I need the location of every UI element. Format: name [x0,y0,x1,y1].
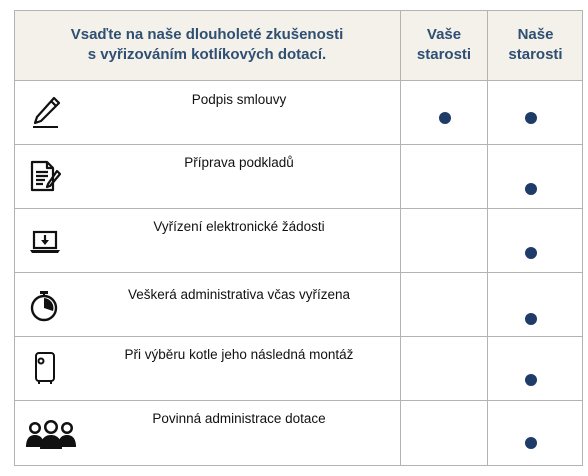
header-your-concerns [401,10,487,80]
our-concern-dot [525,247,537,259]
header-title [14,10,400,80]
our-concern-dot [525,313,537,325]
header-title-line2: s vyřizováním kotlíkových dotací. [87,46,327,63]
grid-line [14,10,15,466]
grid-line [487,10,488,466]
boiler-icon [28,351,62,385]
grid-line [14,400,583,401]
table-row [14,401,583,466]
row-label: Podpis smlouvy [191,92,287,107]
grid-line [400,10,401,466]
grid-line [14,465,583,466]
grid-line [14,336,583,337]
our-concern-dot [525,437,537,449]
pen-icon [28,95,62,129]
grid-line [14,144,583,145]
row-label: Při výběru kotle jeho následná montáž [124,347,354,362]
table-row [14,145,583,208]
header-our-concerns [488,10,583,80]
row-label: Veškerá administrativa včas vyřízena [127,287,351,302]
table-header [14,10,583,80]
row-label: Povinná administrace dotace [152,411,326,426]
our-concern-dot [525,112,537,124]
grid-line [14,272,583,273]
stopwatch-icon [28,289,62,323]
header-our-line2: starosti [508,46,563,63]
grid-line [14,80,583,81]
your-concern-dot [439,112,451,124]
row-label: Vyřízení elektronické žádosti [153,219,325,234]
our-concern-dot [525,374,537,386]
table-row [14,81,583,144]
table-row [14,273,583,336]
document-icon [28,159,62,193]
grid-line [14,208,583,209]
table-row [14,209,583,272]
header-your-line2: starosti [416,46,472,63]
laptop-download-icon [28,225,62,259]
grid-line [14,10,583,11]
grid-line [582,10,583,466]
comparison-table [14,10,583,466]
header-our-line1: Naše [517,26,554,43]
our-concern-dot [525,183,537,195]
people-icon [26,417,76,451]
table-row [14,337,583,400]
header-your-line1: Vaše [426,26,462,43]
row-label: Příprava podkladů [184,155,294,170]
header-title-line1: Vsaďte na naše dlouholeté zkušenosti [70,26,344,43]
